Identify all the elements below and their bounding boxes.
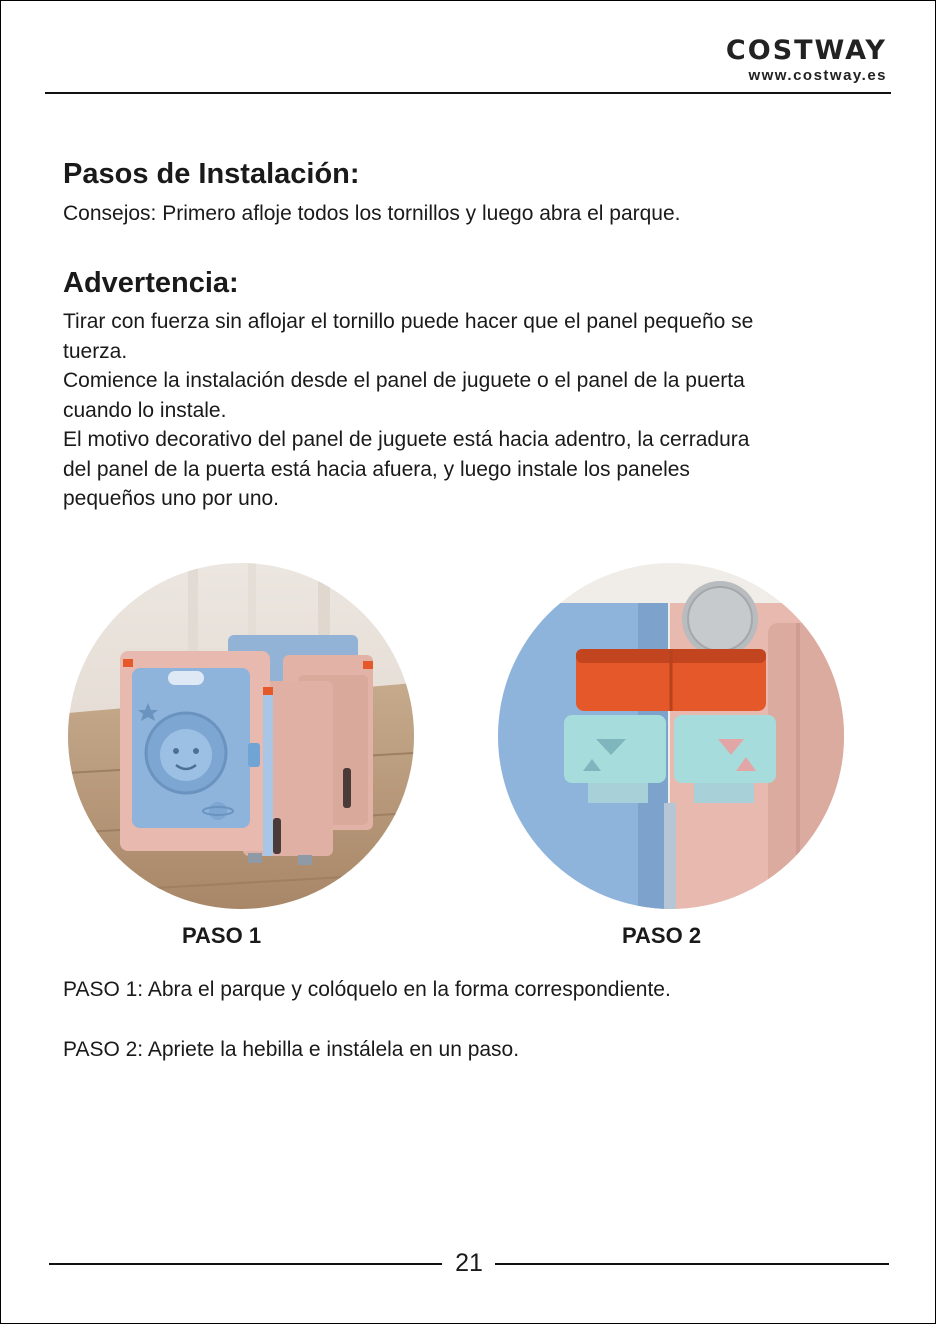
warning-line: del panel de la puerta está hacia afuera, y luego instale los paneles	[63, 457, 690, 481]
brand-block	[726, 37, 887, 84]
step2-photo	[498, 563, 844, 909]
brand-logo: COSTWAY	[725, 35, 887, 66]
warning-line: Tirar con fuerza sin aflojar el tornillo puede hacer que el panel pequeño se	[63, 310, 754, 333]
brand-url: www.costway.es	[748, 67, 887, 84]
buckle-closeup-illustration	[498, 563, 844, 909]
header-divider	[45, 92, 891, 94]
warning-line: El motivo decorativo del panel de juguete está hacia adentro, la cerradura	[63, 428, 750, 451]
page-number: 21	[455, 1249, 483, 1277]
warning-line: Comience la instalación desde el panel de juguete o el panel de la puerta	[63, 369, 745, 392]
installation-tip: Consejos: Primero afloje todos los tornillos y luego abra el parque.	[63, 202, 681, 225]
warning-title: Advertencia:	[63, 267, 239, 299]
step1-caption: PASO 1	[182, 923, 262, 948]
warning-text	[63, 307, 883, 514]
step1-description: PASO 1: Abra el parque y colóquelo en la forma correspondiente.	[63, 978, 671, 1001]
warning-line: cuando lo instale.	[63, 398, 227, 422]
playpen-panels-illustration	[68, 563, 414, 909]
footer-divider-right	[495, 1263, 889, 1265]
footer-divider-left	[49, 1263, 442, 1265]
step2-description: PASO 2: Apriete la hebilla e instálela en un paso.	[63, 1038, 520, 1061]
installation-title: Pasos de Instalación:	[63, 158, 360, 190]
step1-photo	[68, 563, 414, 909]
step2-caption: PASO 2	[622, 923, 702, 948]
warning-line: pequeños uno por uno.	[63, 487, 280, 510]
warning-line: tuerza.	[63, 339, 128, 363]
